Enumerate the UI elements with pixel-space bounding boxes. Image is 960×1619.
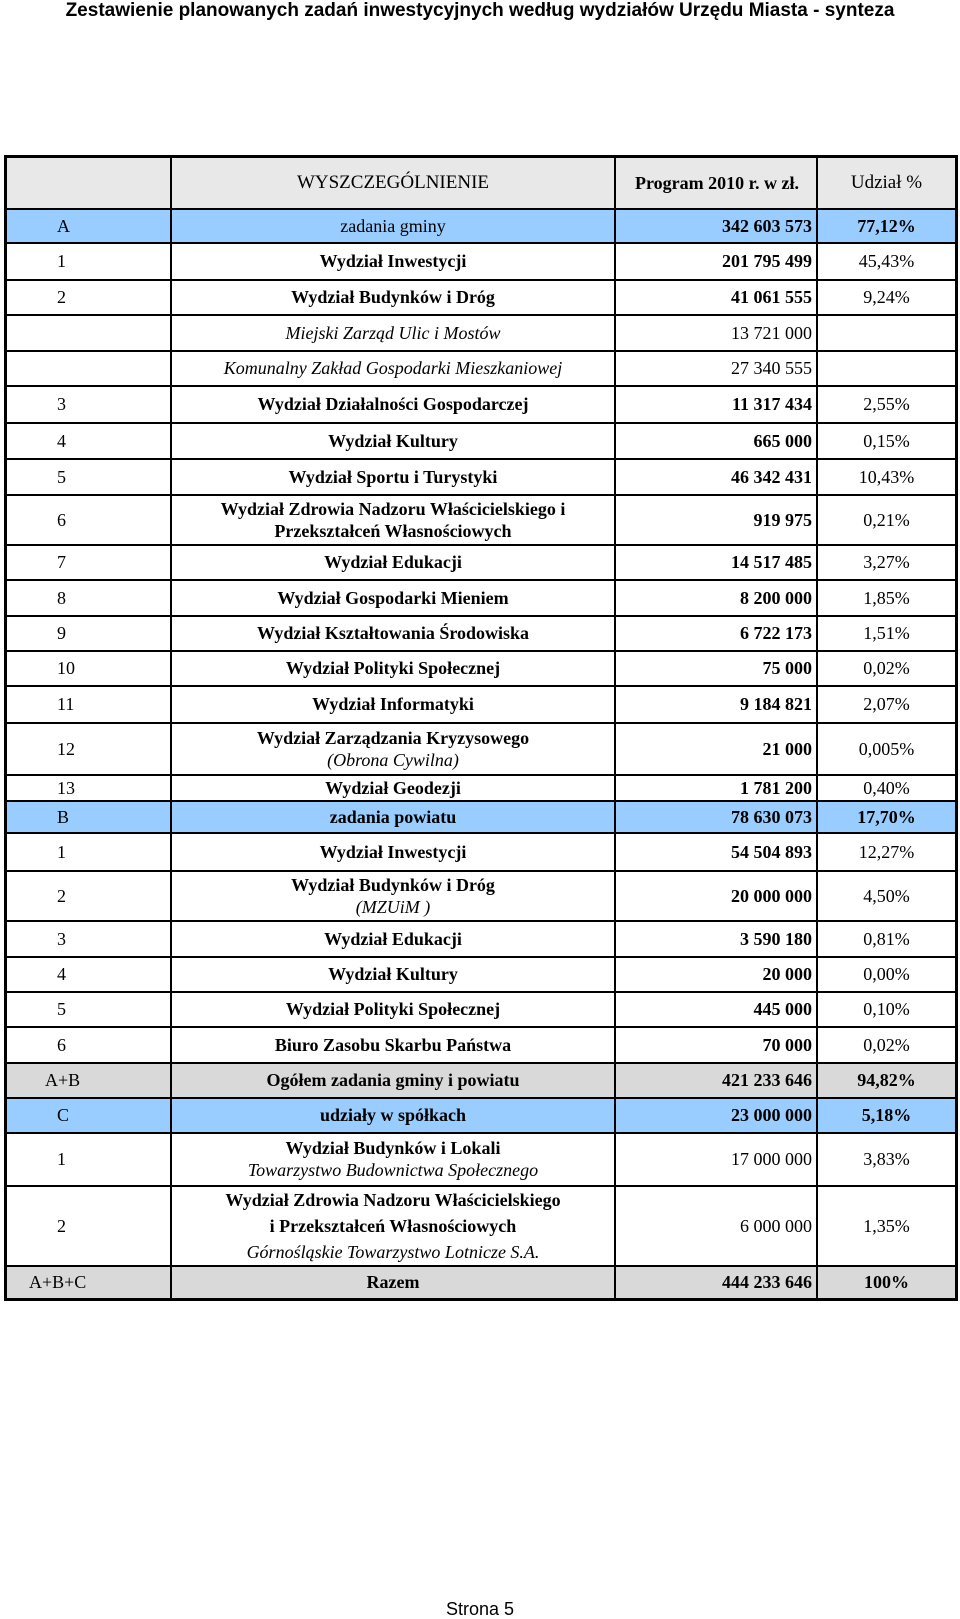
desc-cell: Wydział Inwestycji (171, 833, 615, 871)
desc-line: Wydział Budynków i Dróg (291, 874, 495, 895)
page-title: Zestawienie planowanych zadań inwestycyjnych według wydziałów Urzędu Miasta - synteza (65, 0, 895, 21)
amount-cell: 445 000 (615, 992, 817, 1027)
table-row (6, 921, 957, 957)
share-cell: 12,27% (817, 833, 957, 871)
table-row (6, 1098, 957, 1133)
share-cell: 0,81% (817, 921, 957, 957)
share-cell: 2,55% (817, 386, 957, 423)
desc-line: (MZUiM ) (355, 896, 431, 917)
amount-cell: 20 000 (615, 957, 817, 992)
lp-cell: C (6, 1098, 172, 1133)
table-row (6, 775, 957, 801)
lp-cell: 1 (6, 1133, 172, 1186)
header-share-cell: Udział % (817, 157, 957, 209)
desc-line: Wydział Budynków i Lokali (285, 1138, 501, 1158)
table-row (6, 992, 957, 1027)
amount-cell: 13 721 000 (615, 315, 817, 351)
table-row (6, 243, 957, 280)
table-row (6, 686, 957, 723)
table-row (6, 833, 957, 871)
desc-cell: Biuro Zasobu Skarbu Państwa (171, 1027, 615, 1063)
desc-cell: Wydział Działalności Gospodarczej (171, 386, 615, 423)
table-row (6, 423, 957, 459)
lp-cell: 5 (6, 459, 172, 495)
lp-cell: 2 (6, 1186, 172, 1266)
amount-cell: 78 630 073 (615, 801, 817, 833)
lp-cell: 9 (6, 616, 172, 651)
table-row (6, 957, 957, 992)
share-cell (817, 315, 957, 351)
amount-cell: 46 342 431 (615, 459, 817, 495)
share-cell: 0,00% (817, 957, 957, 992)
desc-cell: Wydział Sportu i Turystyki (171, 459, 615, 495)
table-row (6, 386, 957, 423)
amount-cell: 17 000 000 (615, 1133, 817, 1186)
desc-cell: Wydział Polityki Społecznej (171, 992, 615, 1027)
amount-cell: 9 184 821 (615, 686, 817, 723)
lp-cell: 4 (6, 957, 172, 992)
lp-cell: 13 (6, 775, 172, 801)
amount-cell: 342 603 573 (615, 209, 817, 243)
lp-cell: 7 (6, 545, 172, 580)
lp-cell: 6 (6, 1027, 172, 1063)
amount-cell: 6 000 000 (615, 1186, 817, 1266)
table-row (6, 495, 957, 545)
share-cell: 1,85% (817, 580, 957, 616)
table-row (6, 580, 957, 616)
table-row (6, 1063, 957, 1098)
lp-cell: 3 (6, 386, 172, 423)
desc-cell (171, 1186, 615, 1266)
desc-line: i Przekształceń Własnościowych (269, 1215, 517, 1236)
desc-cell: zadania powiatu (171, 801, 615, 833)
amount-cell: 14 517 485 (615, 545, 817, 580)
share-cell: 0,15% (817, 423, 957, 459)
desc-cell: Wydział Geodezji (171, 775, 615, 801)
share-cell: 4,50% (817, 871, 957, 921)
share-cell: 9,24% (817, 280, 957, 315)
desc-cell: zadania gminy (171, 209, 615, 243)
table-row (6, 1027, 957, 1063)
amount-cell: 11 317 434 (615, 386, 817, 423)
desc-cell: Miejski Zarząd Ulic i Mostów (171, 315, 615, 351)
desc-cell: Komunalny Zakład Gospodarki Mieszkaniowej (171, 351, 615, 386)
desc-line: Górnośląskie Towarzystwo Lotnicze S.A. (246, 1241, 540, 1262)
amount-cell: 1 781 200 (615, 775, 817, 801)
desc-line: Wydział Zdrowia Nadzoru Właścicielskiego (225, 1189, 561, 1210)
share-cell: 94,82% (817, 1063, 957, 1098)
desc-cell: Wydział Polityki Społecznej (171, 651, 615, 686)
desc-cell (171, 1133, 615, 1186)
desc-cell: Razem (171, 1266, 615, 1300)
amount-cell: 6 722 173 (615, 616, 817, 651)
desc-cell: Wydział Kultury (171, 423, 615, 459)
share-cell (817, 351, 957, 386)
amount-cell: 444 233 646 (615, 1266, 817, 1300)
lp-cell (6, 351, 172, 386)
table-row (6, 280, 957, 315)
share-cell: 0,40% (817, 775, 957, 801)
table-row (6, 351, 957, 386)
amount-cell: 665 000 (615, 423, 817, 459)
share-cell: 1,51% (817, 616, 957, 651)
amount-cell: 75 000 (615, 651, 817, 686)
share-cell: 5,18% (817, 1098, 957, 1133)
lp-cell: 5 (6, 992, 172, 1027)
share-cell: 0,02% (817, 1027, 957, 1063)
amount-cell: 8 200 000 (615, 580, 817, 616)
header-desc-cell: WYSZCZEGÓLNIENIE (171, 157, 615, 209)
amount-cell: 21 000 (615, 723, 817, 775)
lp-cell (6, 315, 172, 351)
lp-cell: A+B+C (6, 1266, 172, 1300)
share-cell: 0,21% (817, 495, 957, 545)
desc-cell: Wydział Informatyki (171, 686, 615, 723)
table-row (6, 545, 957, 580)
share-cell: 0,005% (817, 723, 957, 775)
share-cell: 0,02% (817, 651, 957, 686)
table-row (6, 723, 957, 775)
table-row (6, 209, 957, 243)
share-cell: 77,12% (817, 209, 957, 243)
desc-cell: Wydział Kultury (171, 957, 615, 992)
desc-cell: Wydział Budynków i Dróg (171, 280, 615, 315)
amount-cell: 41 061 555 (615, 280, 817, 315)
desc-line: Wydział Zarządzania Kryzysowego (256, 727, 530, 748)
amount-cell: 70 000 (615, 1027, 817, 1063)
desc-cell: udziały w spółkach (171, 1098, 615, 1133)
amount-cell: 421 233 646 (615, 1063, 817, 1098)
desc-line: Przekształceń Własnościowych (274, 520, 512, 541)
investment-summary-table (4, 155, 958, 1301)
table-header-row (6, 157, 957, 209)
share-cell: 17,70% (817, 801, 957, 833)
lp-cell: 6 (6, 495, 172, 545)
table-row (6, 315, 957, 351)
desc-line: Wydział Zdrowia Nadzoru Właścicielskiego i (220, 498, 566, 519)
lp-cell: A+B (6, 1063, 172, 1098)
desc-cell: Wydział Inwestycji (171, 243, 615, 280)
amount-cell: 3 590 180 (615, 921, 817, 957)
lp-cell: 1 (6, 833, 172, 871)
lp-cell: 12 (6, 723, 172, 775)
table-row (6, 616, 957, 651)
share-cell: 2,07% (817, 686, 957, 723)
header-lp-cell (6, 157, 172, 209)
share-cell: 10,43% (817, 459, 957, 495)
amount-cell: 20 000 000 (615, 871, 817, 921)
amount-cell: 27 340 555 (615, 351, 817, 386)
page-number: Strona 5 (445, 1599, 515, 1619)
share-cell: 1,35% (817, 1186, 957, 1266)
table-row (6, 1186, 957, 1266)
desc-line: (Obrona Cywilna) (327, 749, 459, 770)
lp-cell: 10 (6, 651, 172, 686)
table-row (6, 801, 957, 833)
lp-cell: 2 (6, 871, 172, 921)
lp-cell: 2 (6, 280, 172, 315)
desc-cell (171, 495, 615, 545)
lp-cell: B (6, 801, 172, 833)
desc-cell (171, 871, 615, 921)
amount-cell: 54 504 893 (615, 833, 817, 871)
lp-cell: 4 (6, 423, 172, 459)
table-row (6, 1266, 957, 1300)
table-row (6, 651, 957, 686)
desc-line: Towarzystwo Budownictwa Społecznego (247, 1160, 539, 1180)
desc-cell: Wydział Edukacji (171, 921, 615, 957)
share-cell: 0,10% (817, 992, 957, 1027)
desc-cell: Wydział Edukacji (171, 545, 615, 580)
desc-cell: Wydział Gospodarki Mieniem (171, 580, 615, 616)
desc-cell (171, 723, 615, 775)
lp-cell: A (6, 209, 172, 243)
table-row (6, 459, 957, 495)
amount-cell: 201 795 499 (615, 243, 817, 280)
table-row (6, 1133, 957, 1186)
lp-cell: 1 (6, 243, 172, 280)
amount-cell: 919 975 (615, 495, 817, 545)
desc-cell: Wydział Kształtowania Środowiska (171, 616, 615, 651)
lp-cell: 3 (6, 921, 172, 957)
lp-cell: 11 (6, 686, 172, 723)
share-cell: 45,43% (817, 243, 957, 280)
share-cell: 3,27% (817, 545, 957, 580)
desc-cell: Ogółem zadania gminy i powiatu (171, 1063, 615, 1098)
table-row (6, 871, 957, 921)
header-program-cell: Program 2010 r. w zł. (615, 157, 817, 209)
amount-cell: 23 000 000 (615, 1098, 817, 1133)
lp-cell: 8 (6, 580, 172, 616)
share-cell: 100% (817, 1266, 957, 1300)
share-cell: 3,83% (817, 1133, 957, 1186)
